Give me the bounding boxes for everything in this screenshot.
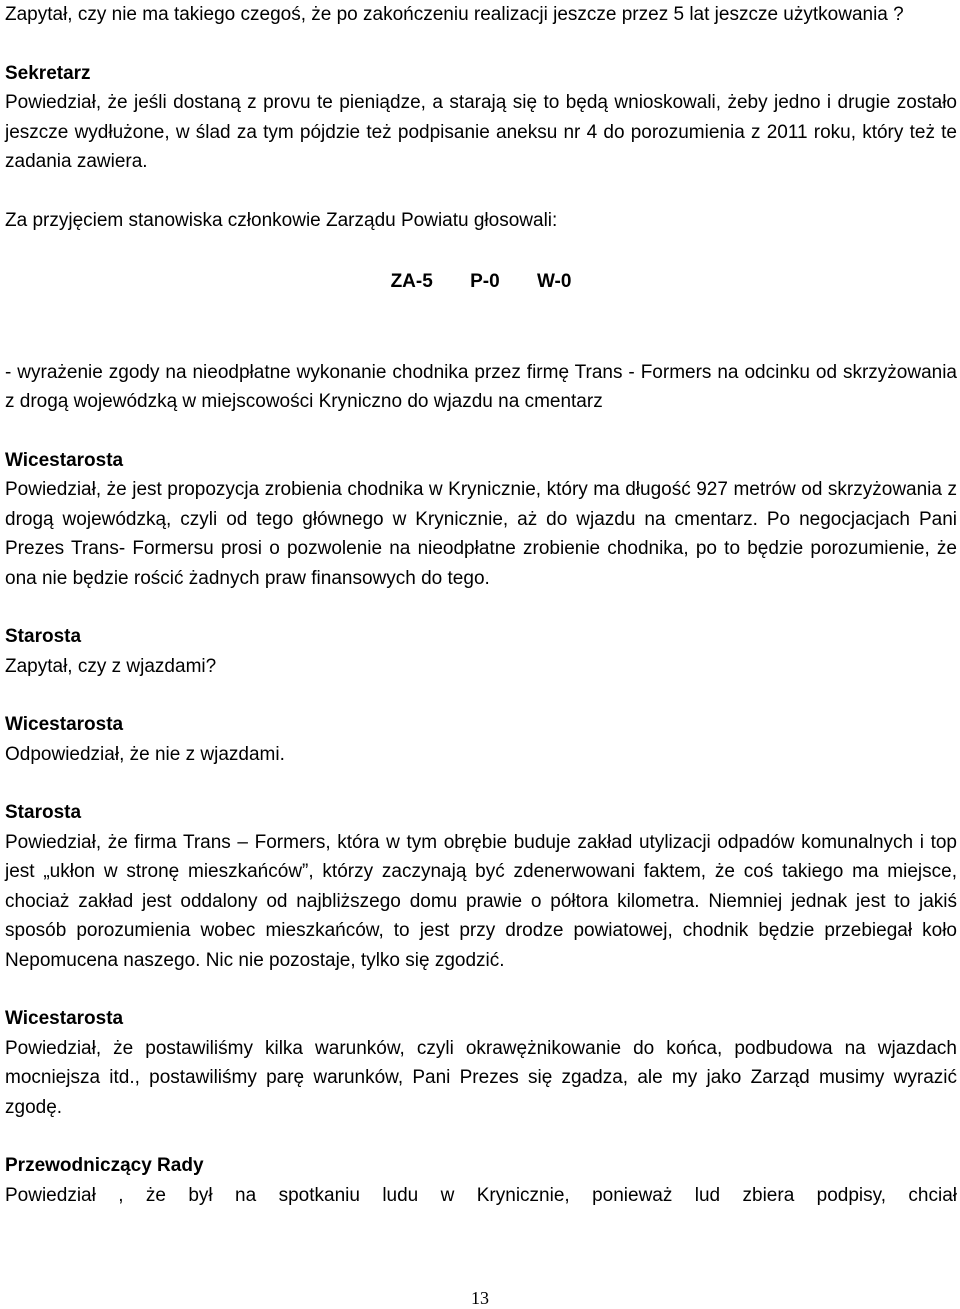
vote-za: ZA-5 [390,271,433,292]
paragraph-vote-intro: Za przyjęciem stanowiska członkowie Zarządu Powiatu głosowali: [5,209,558,231]
paragraph-sekretarz-response: Powiedział, że jeśli dostaną z provu te pieniądze, a starają się to będą wnioskowali, żeby jedno i drugie zostało jeszcze wydłużone, w ślad za tym pójdzie też podpisanie aneksu nr 4 do porozumienia z 2011 roku, który też te zadania zawiera. [5,92,957,172]
spacer [5,769,957,798]
speaker-sekretarz: Sekretarz [5,62,91,84]
speaker-wicestarosta: Wicestarosta [5,714,124,735]
speaker-starosta: Starosta [5,626,82,647]
vote-przeciw: P-0 [470,271,500,292]
spacer [5,975,957,1004]
vote-wstrzymal: W-0 [536,271,572,292]
spacer [5,177,957,206]
paragraph-wicestarosta-answer: Odpowiedział, że nie z wjazdami. [5,743,285,765]
spacer [5,681,957,710]
paragraph-question-5-years: Zapytał, czy nie ma takiego czegoś, że po zakończeniu realizacji jeszcze przez 5 lat jeszcze użytkowania ? [5,4,904,25]
paragraph-starosta-statement: Powiedział, że firma Trans – Formers, która w tym obrębie buduje zakład utylizacji odpadów komunalnych i top jest „ukłon w stronę mieszkańców”, którzy zaczynają być zdenerwowani faktem, że coś takiego ma miejsce, chociaż zakład jest oddalony od najbliższego domu prawie o półtora kilometra. Niemniej jednak jest to jakiś sposób porozumienia wobec mieszkańców, to jest przy drodze powiatowej, chodnik będzie przebiegał koło Nepomucena naszego. Nic nie pozostaje, tylko się zgodzić. [5,831,957,971]
spacer [5,593,957,622]
page-number: 13 [471,1288,489,1308]
paragraph-wicestarosta-proposal: Powiedział, że jest propozycja zrobienia chodnika w Krynicznie, który ma długość 927 metrów od skrzyżowania z drogą wojewódzką, czyli od tego głównego w Krynicznie, aż do wjazdu na cmentarz. Po negocjacjach Pani Prezes Trans- Formersu prosi o pozwolenie na nieodpłatne zrobienie chodnika, po to będzie porozumienie, że ona nie będzie rościć żadnych praw finansowych do tego. [5,479,957,589]
speaker-wicestarosta: Wicestarosta [5,1008,124,1029]
spacer [5,297,957,358]
speaker-wicestarosta: Wicestarosta [5,449,124,471]
agenda-item-chodnik: - wyrażenie zgody na nieodpłatne wykonanie chodnika przez firmę Trans - Formers na odcinku od skrzyżowania z drogą wojewódzką w miejscowości Kryniczno do wjazdu na cmentarz [5,361,957,412]
speaker-starosta: Starosta [5,802,82,823]
spacer [5,30,957,59]
vote-result [5,267,957,297]
paragraph-starosta-question: Zapytał, czy z wjazdami? [5,655,217,677]
paragraph-wicestarosta-conditions: Powiedział, że postawiliśmy kilka warunków, czyli okrawężnikowanie do końca, podbudowa na wjazdach mocniejsza itd., postawiliśmy parę warunków, Pani Prezes się zgadza, ale my jako Zarząd musimy wyrazić zgodę. [5,1037,957,1118]
spacer [5,1122,957,1151]
paragraph-przewodniczacy-statement: Powiedział , że był na spotkaniu ludu w Krynicznie, ponieważ lud zbiera podpisy, chciał [5,1184,957,1206]
document-page [5,0,957,1308]
spacer [5,417,957,446]
speaker-przewodniczacy-rady: Przewodniczący Rady [5,1155,204,1176]
